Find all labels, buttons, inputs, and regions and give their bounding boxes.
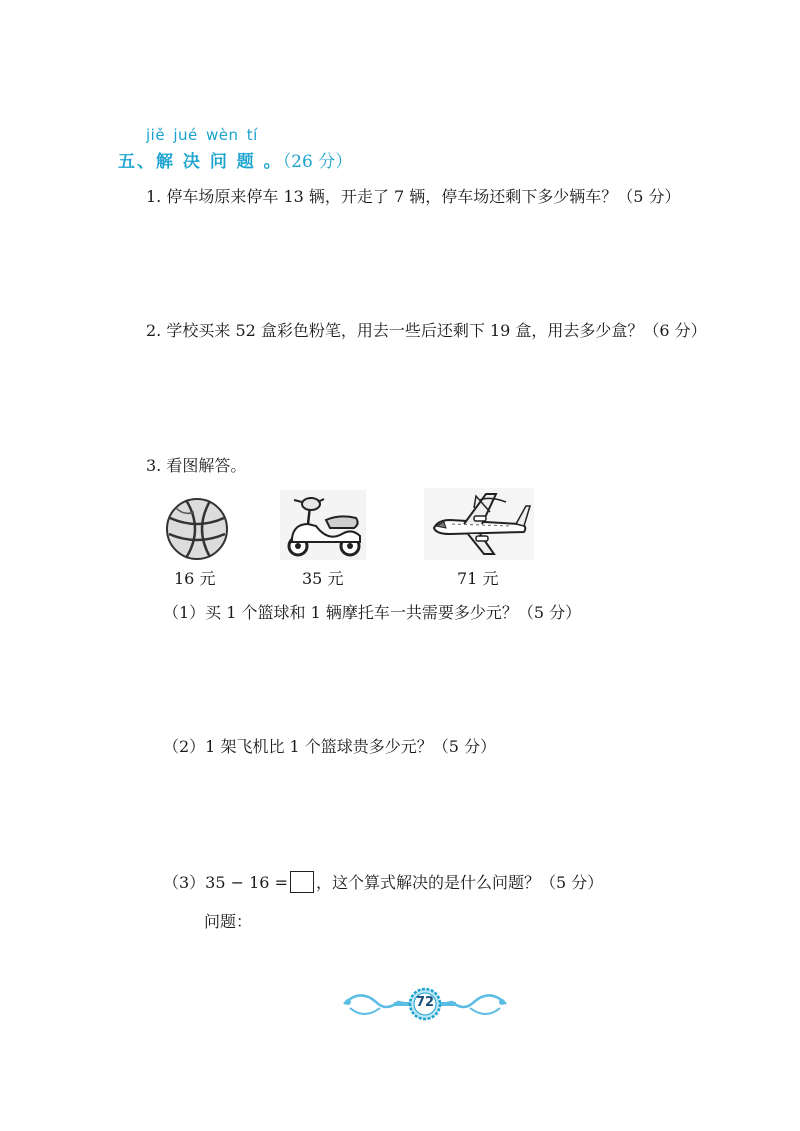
subquestion-3 [163,870,603,893]
section-score: （26 分） [282,152,353,172]
basketball-price: 16 元 [174,569,216,588]
subquestion-2: （2）1 架飞机比 1 个篮球贵多少元？（5 分） [163,737,497,756]
section-pinyin: jiě jué wèn tí [146,126,258,144]
question-1: 1. 停车场原来停车 13 辆，开走了 7 辆，停车场还剩下多少辆车？（5 分） [146,187,681,206]
motorcycle-image [280,490,366,560]
subquestion-1: （1）买 1 个篮球和 1 辆摩托车一共需要多少元？（5 分） [163,603,582,622]
airplane-price: 71 元 [457,569,499,588]
basketball-image [164,496,230,562]
section-title-text: 五、解 决 问 题 。 [118,152,283,172]
question-2: 2. 学校买来 52 盒彩色粉笔，用去一些后还剩下 19 盒，用去多少盒？（6 分） [146,321,707,340]
motorcycle-price: 35 元 [302,569,344,588]
airplane-image [424,488,534,560]
question-3: 3. 看图解答。 [146,456,247,475]
page-number: 72 [415,995,435,1010]
answer-box[interactable] [290,871,314,893]
subquestion-3-equation: （3）35 − 16 = [163,873,288,892]
subquestion-3-text: ，这个算式解决的是什么问题？（5 分） [315,873,604,892]
question-label: 问题： [204,912,253,931]
section-title [118,147,352,172]
